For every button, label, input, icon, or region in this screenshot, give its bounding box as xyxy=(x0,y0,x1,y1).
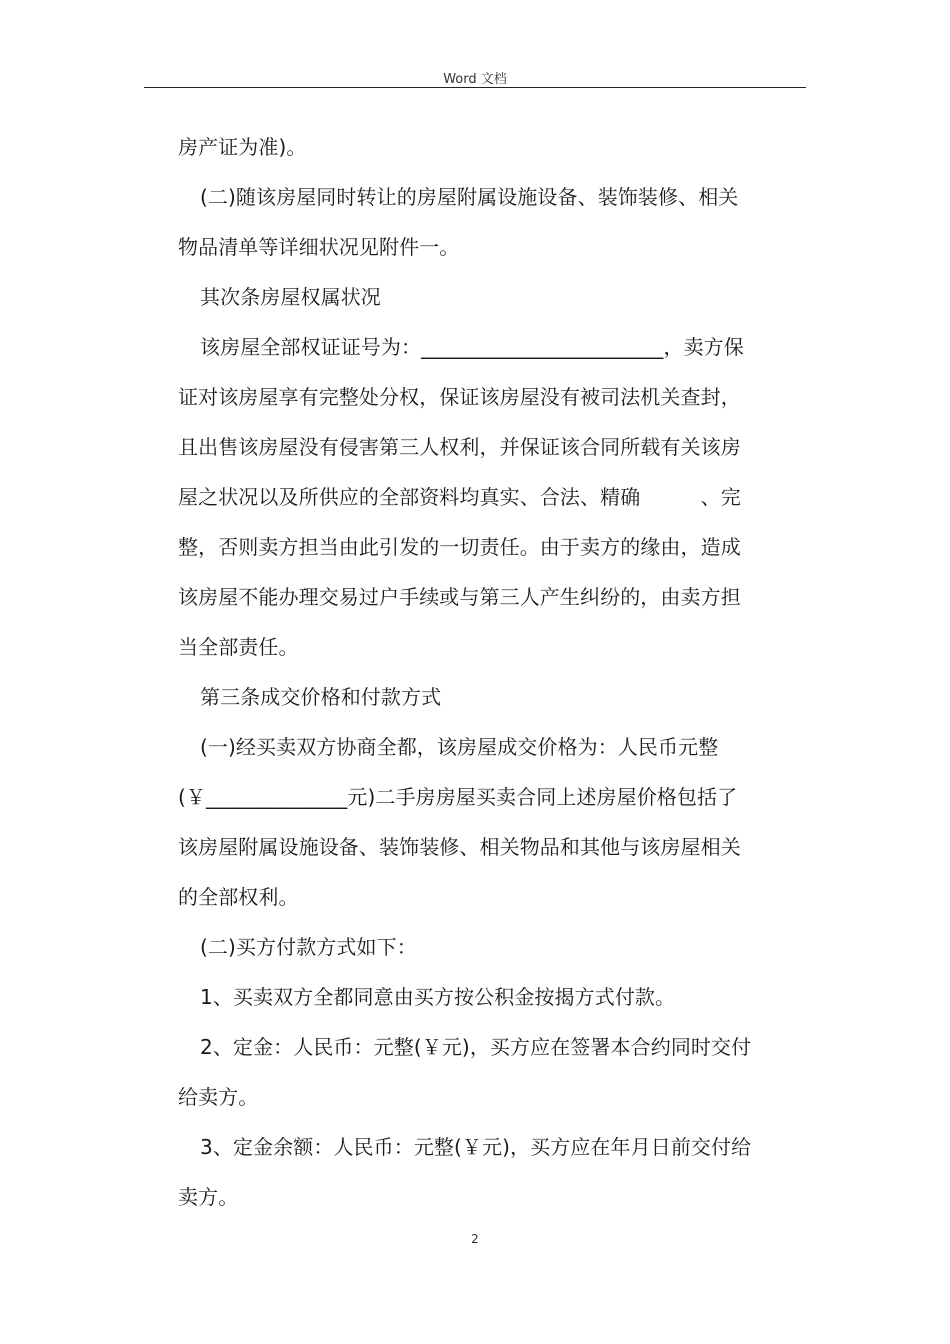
text-line: 整，否则卖方担当由此引发的一切责任。由于卖方的缘由，造成 xyxy=(178,535,741,559)
text-line: 且出售该房屋没有侵害第三人权利，并保证该合同所载有关该房 xyxy=(178,435,741,459)
text-line: 房产证为准)。 xyxy=(178,135,307,159)
text-line: 给卖方。 xyxy=(178,1085,259,1109)
text-line: 卖方。 xyxy=(178,1185,239,1209)
header-rule xyxy=(144,87,806,88)
text-line: 屋之状况以及所供应的全部资料均真实、合法、精确 、完 xyxy=(178,485,741,509)
text-line: (二)买方付款方式如下： xyxy=(200,935,417,959)
page-number: 2 xyxy=(471,1232,479,1246)
text-line: 当全部责任。 xyxy=(178,635,299,659)
text-line: 该房屋不能办理交易过户手续或与第三人产生纠纷的，由卖方担 xyxy=(178,585,741,609)
text-line: (二)随该房屋同时转让的房屋附属设施设备、装饰装修、相关 xyxy=(200,185,739,209)
text-line: 该房屋附属设施设备、装饰装修、相关物品和其他与该房屋相关 xyxy=(178,835,741,859)
section-heading: 其次条房屋权属状况 xyxy=(200,285,381,309)
page-header: Word 文档 xyxy=(443,72,507,87)
text-line: 证对该房屋享有完整处分权，保证该房屋没有被司法机关查封， xyxy=(178,385,741,409)
text-line: 该房屋全部权证证号为：________________________，卖方保 xyxy=(200,335,744,359)
text-line: 物品清单等详细状况见附件一。 xyxy=(178,235,460,259)
text-line: (一)经买卖双方协商全都，该房屋成交价格为：人民币元整 xyxy=(200,735,719,759)
text-line: 的全部权利。 xyxy=(178,885,299,909)
section-heading: 第三条成交价格和付款方式 xyxy=(200,685,442,709)
list-item: 1、买卖双方全都同意由买方按公积金按揭方式付款。 xyxy=(200,985,676,1009)
text-line: (￥______________元)二手房房屋买卖合同上述房屋价格包括了 xyxy=(178,785,738,809)
list-item: 2、定金：人民币：元整(￥元)，买方应在签署本合约同时交付 xyxy=(200,1035,752,1059)
list-item: 3、定金余额：人民币：元整(￥元)，买方应在年月日前交付给 xyxy=(200,1135,752,1159)
document-body xyxy=(178,122,804,1222)
